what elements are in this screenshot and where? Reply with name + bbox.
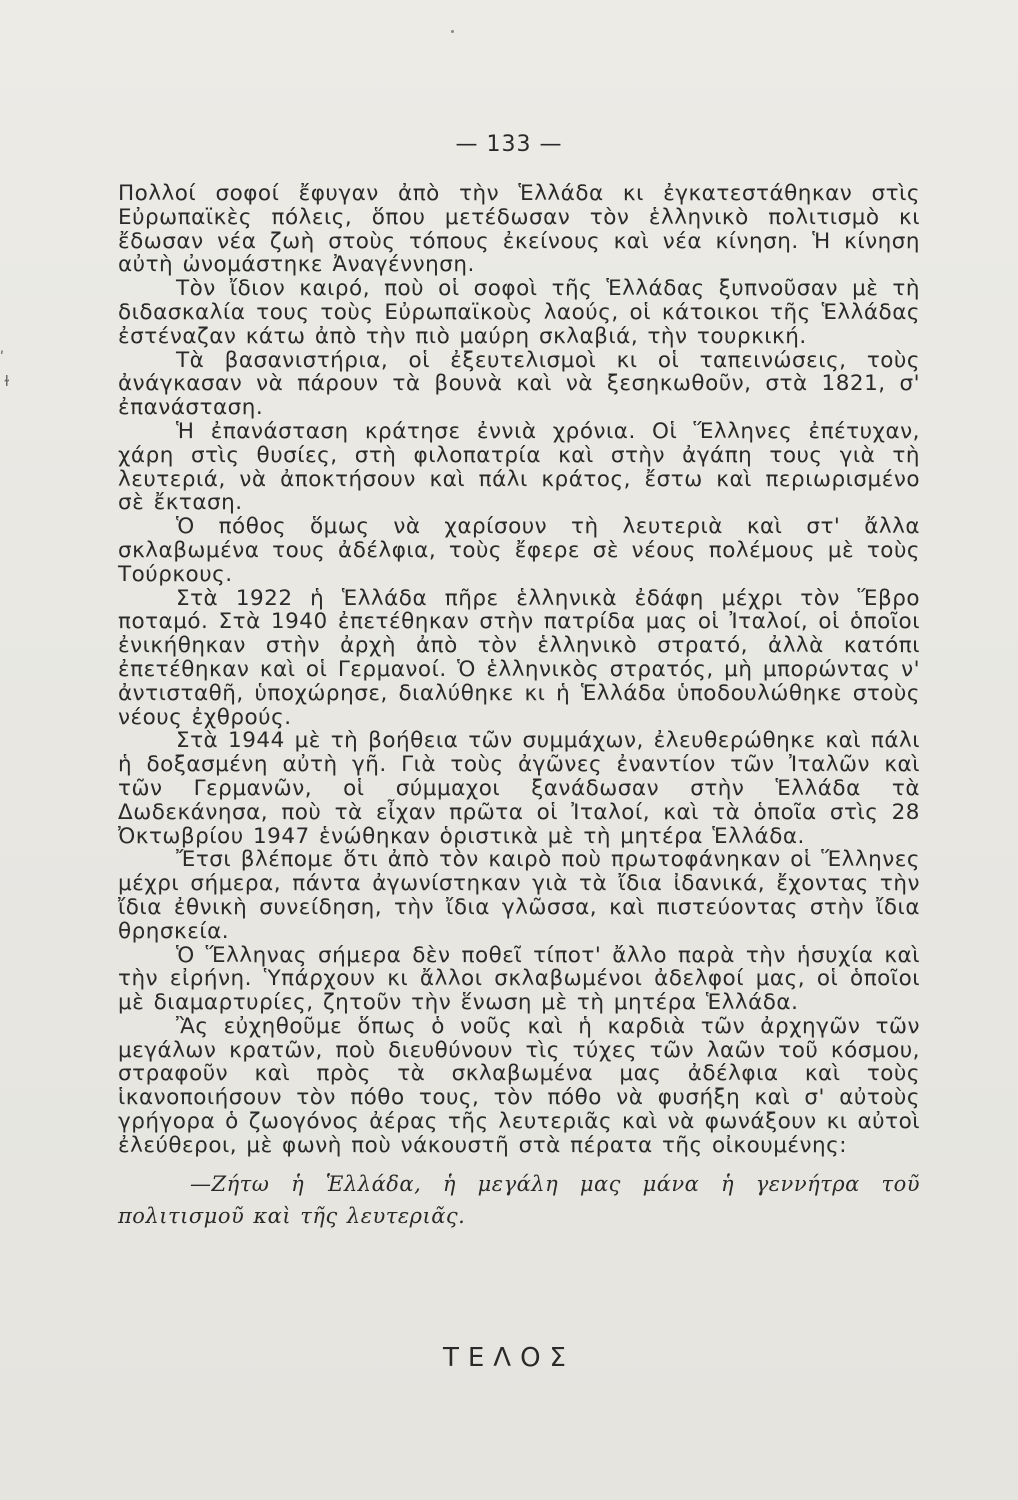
margin-mark: ɫ [4, 374, 10, 390]
paper-speck [451, 30, 454, 33]
page-number: — 133 — [455, 132, 563, 157]
closing-exclamation: —Ζήτω ἡ Ἑλλάδα, ἡ μεγάλη μας μάνα ἡ γεννήτρα τοῦ πολιτισμοῦ καὶ τῆς λευτεριᾶς. [118, 1171, 920, 1228]
paragraph: Στὰ 1944 μὲ τὴ βοήθεια τῶν συμμάχων, ἐλευθερώθηκε καὶ πάλι ἡ δοξασμένη αὐτὴ γῆ. Γιὰ τοὺς ἀγῶνες ἐναντίον τῶν Ἰταλῶν καὶ τῶν Γερμανῶν, οἱ σύμμαχοι ξανάδωσαν στὴν Ἑλλάδα τὰ Δωδεκάνησα, ποὺ τὰ εἶχαν πρῶτα οἱ Ἰταλοί, καὶ τὰ ὁποῖα στὶς 28 Ὀκτωβρίου 1947 ἑνώθηκαν ὁριστικὰ μὲ τὴ μητέρα Ἑλλάδα. [118, 728, 920, 849]
margin-mark: ʹ [0, 350, 4, 366]
paragraph: Ὁ πόθος ὅμως νὰ χαρίσουν τὴ λευτεριὰ καὶ στ' ἄλλα σκλαβωμένα τους ἀδέλφια, τοὺς ἔφερε σὲ νέους πολέμους μὲ τοὺς Τούρκους. [118, 514, 920, 587]
paragraph: Τὸν ἴδιον καιρό, ποὺ οἱ σοφοὶ τῆς Ἑλλάδας ξυπνοῦσαν μὲ τὴ διδασκαλία τους τοὺς Εὐρωπαϊκοὺς λαούς, οἱ κάτοικοι τῆς Ἑλλάδας ἐστέναζαν κάτω ἀπὸ τὴν πιὸ μαύρη σκλαβιά, τὴν τουρκική. [118, 276, 920, 349]
body-text [118, 182, 920, 1232]
paragraph: Ἔτσι βλέπομε ὅτι ἀπὸ τὸν καιρὸ ποὺ πρωτοφάνηκαν οἱ Ἕλληνες μέχρι σήμερα, πάντα ἀγωνίστηκαν γιὰ τὰ ἴδια ἰδανικά, ἔχοντας τὴν ἴδια ἐθνικὴ συνείδηση, τὴν ἴδια γλῶσσα, καὶ πιστεύοντας στὴν ἴδια θρησκεία. [118, 847, 920, 944]
the-end-title: ΤΕΛΟΣ [443, 1343, 575, 1373]
paragraph: Στὰ 1922 ἡ Ἑλλάδα πῆρε ἑλληνικὰ ἐδάφη μέχρι τὸν Ἕβρο ποταμό. Στὰ 1940 ἐπετέθηκαν στὴν πατρίδα μας οἱ Ἰταλοί, οἱ ὁποῖοι ἐνικήθηκαν στὴν ἀρχὴ ἀπὸ τὸν ἑλληνικὸ στρατό, ἀλλὰ κατόπι ἐπετέθηκαν καὶ οἱ Γερμανοί. Ὁ ἑλληνικὸς στρατός, μὴ μπορώντας ν' ἀντισταθῆ, ὑποχώρησε, διαλύθηκε κι ἡ Ἑλλάδα ὑποδουλώθηκε στοὺς νέους ἐχθρούς. [118, 585, 920, 730]
paragraph: Τὰ βασανιστήρια, οἱ ἐξευτελισμοὶ κι οἱ ταπεινώσεις, τοὺς ἀνάγκασαν νὰ πάρουν τὰ βουνὰ καὶ νὰ ξεσηκωθοῦν, στὰ 1821, σ' ἐπανάσταση. [118, 347, 920, 421]
paragraph: Ὁ Ἕλληνας σήμερα δὲν ποθεῖ τίποτ' ἄλλο παρὰ τὴν ἡσυχία καὶ τὴν εἰρήνη. Ὑπάρχουν κι ἄλλοι σκλαβωμένοι ἀδελφοί μας, οἱ ὁποῖοι μὲ διαμαρτυρίες, ζητοῦν τὴν ἕνωση μὲ τὴ μητέρα Ἑλλάδα. [118, 942, 920, 1016]
paragraph: Πολλοί σοφοί ἔφυγαν ἀπὸ τὴν Ἑλλάδα κι ἐγκατεστάθηκαν στὶς Εὐρωπαϊκὲς πόλεις, ὅπου μετέδωσαν τὸν ἑλληνικὸ πολιτισμὸ κι ἔδωσαν νέα ζωὴ στοὺς τόπους ἐκείνους καὶ νέα κίνηση. Ἡ κίνηση αὐτὴ ὠνομάστηκε Ἀναγέννηση. [118, 181, 920, 278]
paragraph: Ἂς εὐχηθοῦμε ὅπως ὁ νοῦς καὶ ἡ καρδιὰ τῶν ἀρχηγῶν τῶν μεγάλων κρατῶν, ποὺ διευθύνουν τὶς τύχες τῶν λαῶν τοῦ κόσμου, στραφοῦν καὶ πρὸς τὰ σκλαβωμένα μας ἀδέλφια καὶ τοὺς ἱκανοποιήσουν τὸν πόθο τους, τὸν πόθο νὰ φυσήξη καὶ σ' αὐτοὺς γρήγορα ὁ ζωογόνος ἀέρας τῆς λευτεριᾶς καὶ νὰ φωνάξουν κι αὐτοὶ ἐλεύθεροι, μὲ φωνὴ ποὺ νάκουστῆ στὰ πέρατα τῆς οἰκουμένης: [118, 1013, 920, 1158]
paragraph: Ἡ ἐπανάσταση κράτησε ἐννιὰ χρόνια. Οἱ Ἕλληνες ἐπέτυχαν, χάρη στὶς θυσίες, στὴ φιλοπατρία καὶ στὴν ἀγάπη τους γιὰ τὴ λευτεριά, νὰ ἀποκτήσουν καὶ πάλι κράτος, ἔστω καὶ περιωρισμένο σὲ ἔκταση. [118, 418, 920, 516]
